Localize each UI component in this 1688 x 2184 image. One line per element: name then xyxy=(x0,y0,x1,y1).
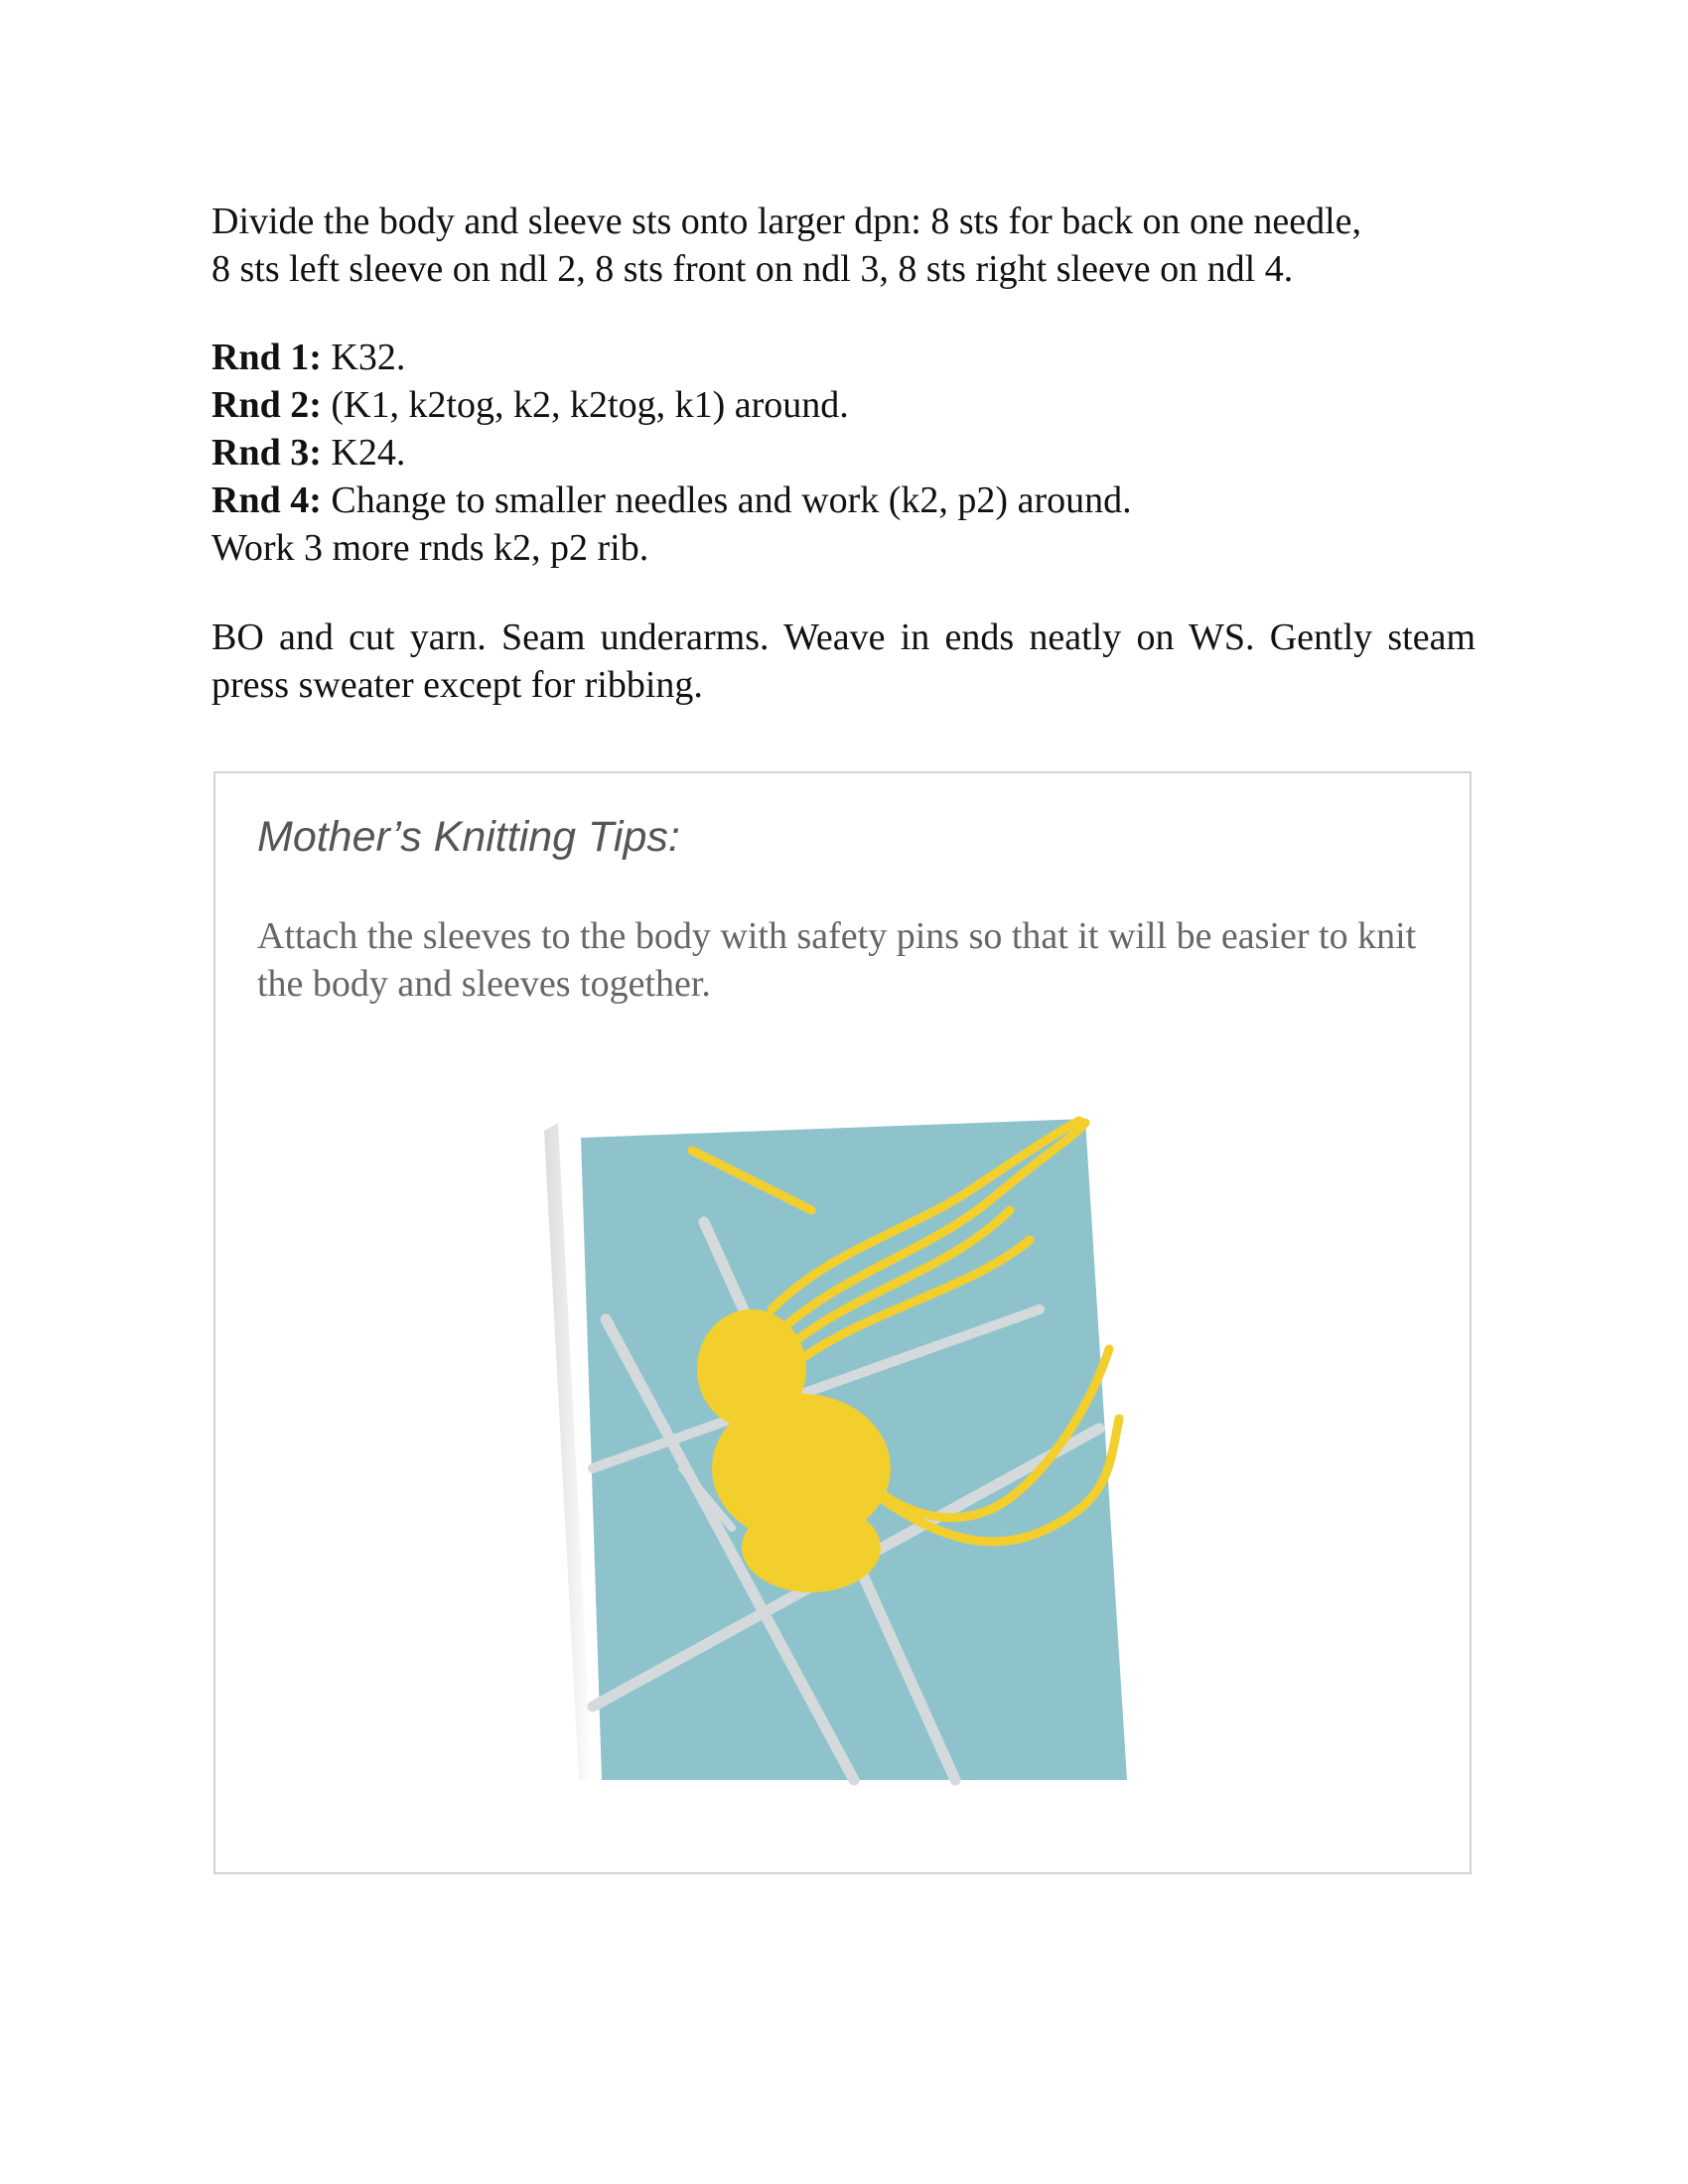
intro-line-1: Divide the body and sleeve sts onto larger dpn: 8 sts for back on one needle, xyxy=(211,201,1362,242)
round-4 xyxy=(211,477,1476,524)
round-label: Rnd 1: xyxy=(211,337,322,378)
round-instruction: Change to smaller needles and work (k2, p2) around. xyxy=(321,479,1132,521)
rib-note: Work 3 more rnds k2, p2 rib. xyxy=(211,527,649,569)
intro-paragraph xyxy=(211,198,1476,293)
tips-body: Attach the sleeves to the body with safety pins so that it will be easier to knit the body and sleeves together. xyxy=(257,915,1417,1005)
tips-box xyxy=(213,771,1472,1874)
round-instruction: K32. xyxy=(321,337,406,378)
round-3 xyxy=(211,429,1476,477)
intro-line-2: 8 sts left sleeve on ndl 2, 8 sts front on ndl 3, 8 sts right sleeve on ndl 4. xyxy=(211,248,1294,290)
round-1 xyxy=(211,334,1476,381)
round-label: Rnd 4: xyxy=(211,479,322,521)
round-label: Rnd 3: xyxy=(211,432,322,474)
knitting-photo xyxy=(215,773,1470,1872)
round-label: Rnd 2: xyxy=(211,384,322,426)
tips-title: Mother’s Knitting Tips: xyxy=(257,813,680,861)
round-instruction: (K1, k2tog, k2, k2tog, k1) around. xyxy=(321,384,849,426)
round-2 xyxy=(211,381,1476,429)
round-instruction: K24. xyxy=(321,432,406,474)
knit-ribbing xyxy=(742,1503,881,1592)
rounds-list xyxy=(211,334,1476,572)
finishing-paragraph: BO and cut yarn. Seam underarms. Weave in ends neatly on WS. Gently steam press sweater except for ribbing. xyxy=(211,616,1476,706)
